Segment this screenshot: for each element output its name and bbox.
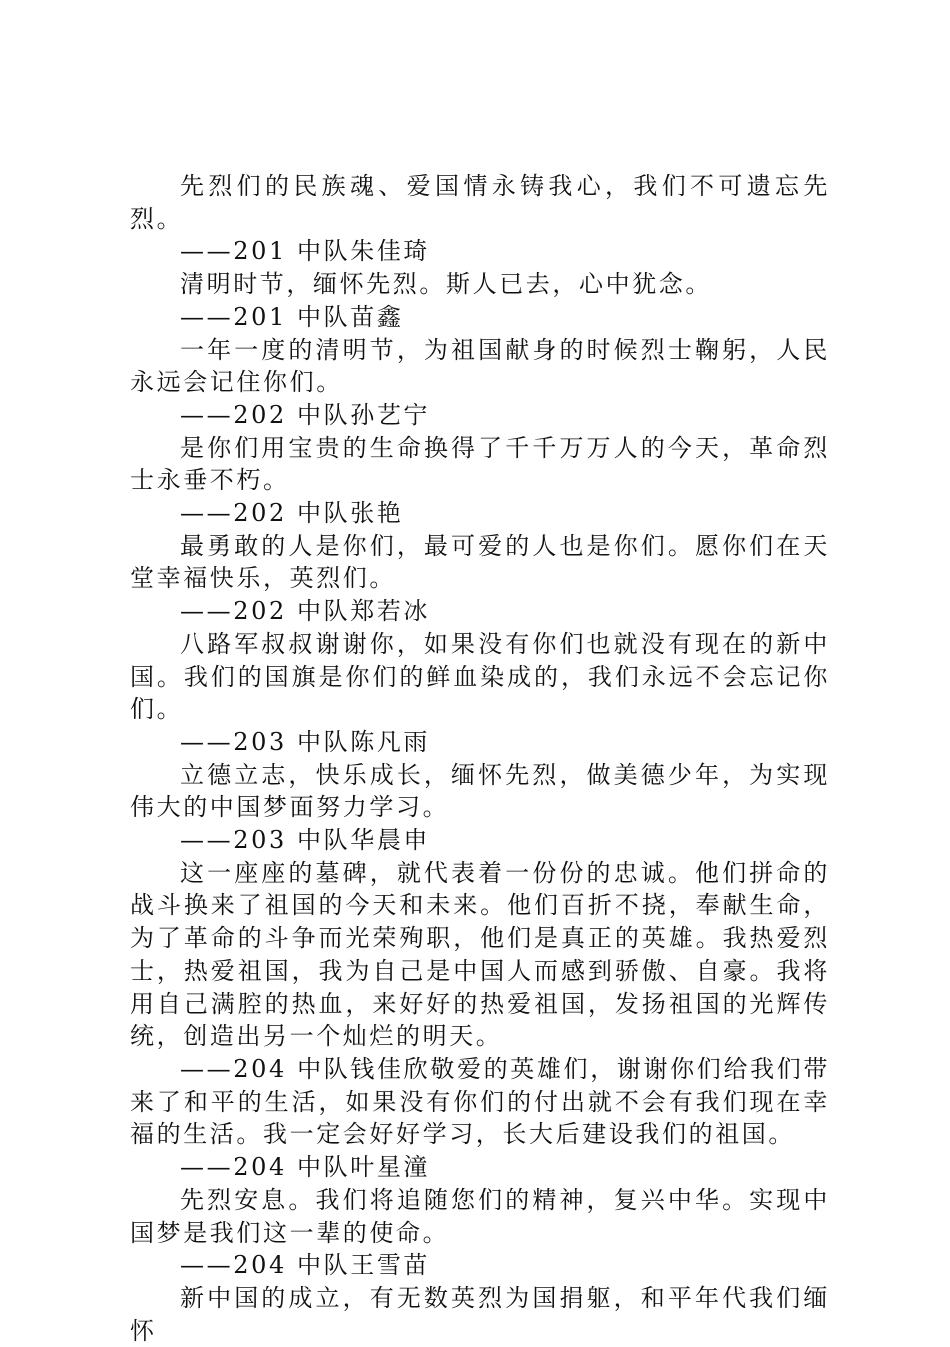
paragraph-message: 是你们用宝贵的生命换得了千千万万人的今天，革命烈士永垂不朽。 [130, 433, 830, 495]
paragraph-signature: ——203 中队华晨申 [180, 826, 431, 855]
paragraph-signature: ——201 中队朱佳琦 [180, 237, 431, 266]
paragraph-message: 先烈安息。我们将追随您们的精神，复兴中华。实现中国梦是我们这一辈的使命。 [130, 1185, 830, 1247]
paragraph-message: 一年一度的清明节，为祖国献身的时候烈士鞠躬，人民永远会记住你们。 [130, 335, 830, 397]
paragraph-signature: ——202 中队郑若冰 [180, 597, 431, 626]
paragraph-signature: ——204 中队叶星潼 [180, 1153, 431, 1182]
paragraph-message: 最勇敢的人是你们，最可爱的人也是你们。愿你们在天堂幸福快乐，英烈们。 [130, 531, 830, 593]
paragraph-signature: ——202 中队张艳 [180, 499, 404, 528]
paragraph-message: 清明时节，缅怀先烈。斯人已去，心中犹念。 [180, 270, 712, 299]
paragraph-signature: ——203 中队陈凡雨 [180, 727, 431, 756]
paragraph-signature: ——204 中队王雪苗 [180, 1251, 431, 1280]
paragraph-message: 八路军叔叔谢谢你，如果没有你们也就没有现在的新中国。我们的国旗是你们的鲜血染成的，我们永远不会忘记你们。 [130, 629, 830, 724]
paragraph-signature: ——202 中队孙艺宁 [180, 400, 431, 429]
paragraph-signature-message: ——204 中队钱佳欣敬爱的英雄们，谢谢你们给我们带来了和平的生活，如果没有你们的付出就不会有我们现在幸福的生活。我一定会好好学习，长大后建设我们的祖国。 [130, 1054, 830, 1149]
document-page [130, 170, 830, 1347]
paragraph-message: 新中国的成立，有无数英烈为国捐躯，和平年代我们缅怀 [130, 1283, 830, 1345]
paragraph-signature: ——201 中队苗鑫 [180, 302, 404, 331]
paragraph-message: 立德立志，快乐成长，缅怀先烈，做美德少年，为实现伟大的中国梦面努力学习。 [130, 760, 830, 822]
paragraph-message: 先烈们的民族魂、爱国情永铸我心，我们不可遗忘先烈。 [130, 172, 830, 233]
paragraph-message: 这一座座的墓碑，就代表着一份份的忠诚。他们拼命的战斗换来了祖国的今天和未来。他们百折不挠，奉献生命，为了革命的斗争而光荣殉职，他们是真正的英雄。我热爱烈士，热爱祖国，我为自己是中国人而感到骄傲、自豪。我将用自己满腔的热血，来好好的热爱祖国，发扬祖国的光辉传统，创造出另一个灿烂的明天。 [130, 858, 830, 1051]
